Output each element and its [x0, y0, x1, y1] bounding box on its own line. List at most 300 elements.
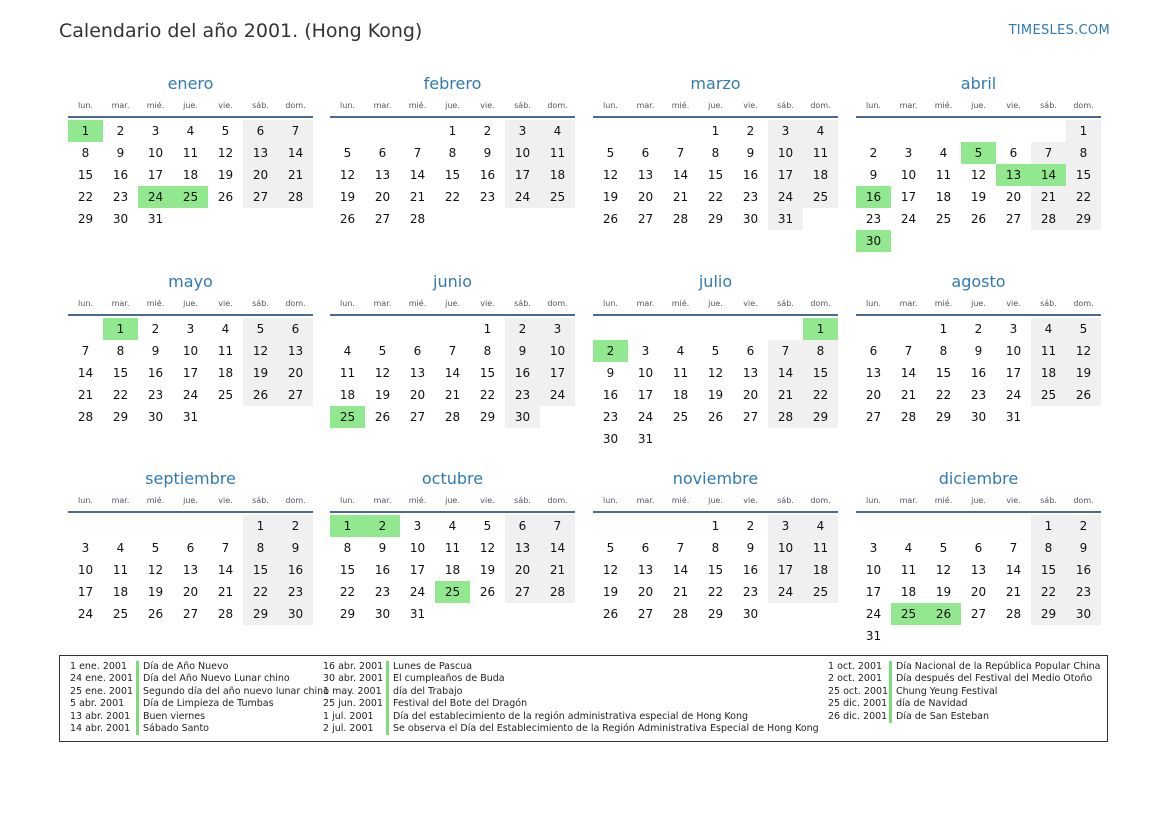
day-cell: 11 — [1031, 340, 1066, 362]
weekday-label: sáb. — [514, 299, 531, 308]
empty-cell — [856, 515, 891, 537]
day-cell: 16 — [742, 563, 759, 577]
day-cell: 22 — [707, 190, 724, 204]
day-cell: 8 — [1066, 142, 1101, 164]
day-cell: 6 — [641, 541, 650, 555]
month-julio — [593, 272, 838, 450]
day-cell: 13 — [243, 142, 278, 164]
empty-cell — [733, 318, 768, 340]
day-cell: 20 — [505, 559, 540, 581]
month-name: septiembre — [145, 469, 236, 488]
weekday-label: vie. — [1006, 299, 1021, 308]
day-cell: 29 — [243, 603, 278, 625]
legend-entry — [828, 698, 1101, 710]
weekday-label: mar. — [373, 496, 392, 505]
day-cell: 2 — [869, 146, 878, 160]
weekday-header — [330, 99, 575, 118]
day-cell: 13 — [182, 563, 199, 577]
weekday-label: jue. — [183, 496, 198, 505]
day-cell: 15 — [1031, 559, 1066, 581]
day-cell: 9 — [378, 541, 387, 555]
day-cell: 14 — [278, 142, 313, 164]
day-cell: 29 — [1066, 208, 1101, 230]
weekday-label: dom. — [810, 299, 831, 308]
day-cell: 2 — [483, 124, 492, 138]
day-cell: 19 — [243, 362, 278, 384]
legend-date: 24 ene. 2001 — [70, 673, 134, 685]
day-cell: 23 — [479, 190, 496, 204]
day-cell: 8 — [116, 344, 125, 358]
legend-date: 2 jul. 2001 — [323, 722, 374, 734]
legend-entry — [70, 686, 329, 698]
day-cell: 9 — [869, 168, 878, 182]
day-cell: 19 — [217, 168, 234, 182]
legend-date: 30 abr. 2001 — [323, 673, 384, 685]
day-cell: 16 — [112, 168, 129, 182]
day-cell: 23 — [742, 585, 759, 599]
day-cell: 4 — [116, 541, 125, 555]
days-grid — [68, 515, 313, 625]
day-cell: 30 — [602, 432, 619, 446]
day-cell: 7 — [540, 515, 575, 537]
legend-date: 25 oct. 2001 — [828, 685, 889, 697]
day-cell: 3 — [641, 344, 650, 358]
day-cell: 30 — [970, 410, 987, 424]
month-name: octubre — [421, 469, 484, 488]
day-cell: 10 — [505, 142, 540, 164]
empty-cell — [1031, 120, 1066, 142]
day-cell: 21 — [409, 190, 426, 204]
day-cell: 2 — [278, 515, 313, 537]
holiday-day-cell: 24 — [138, 186, 173, 208]
day-cell: 26 — [374, 410, 391, 424]
holiday-day-cell: 14 — [1031, 164, 1066, 186]
day-cell: 7 — [413, 146, 422, 160]
day-cell: 22 — [1031, 581, 1066, 603]
page-title: Calendario del año 2001. (Hong Kong) — [59, 20, 423, 42]
day-cell: 17 — [182, 366, 199, 380]
holiday-day-cell: 1 — [68, 120, 103, 142]
legend-holiday-name: Chung Yeung Festival — [889, 686, 997, 698]
day-cell: 7 — [904, 344, 913, 358]
day-cell: 2 — [974, 322, 983, 336]
day-cell: 3 — [540, 318, 575, 340]
day-cell: 27 — [742, 410, 759, 424]
day-cell: 15 — [803, 362, 838, 384]
day-cell: 10 — [865, 563, 882, 577]
day-cell: 17 — [77, 585, 94, 599]
day-cell: 16 — [970, 366, 987, 380]
day-cell: 29 — [112, 410, 129, 424]
legend-holiday-name: Lunes de Pascua — [386, 661, 472, 673]
day-cell: 22 — [479, 388, 496, 402]
day-cell: 19 — [147, 585, 164, 599]
day-cell: 31 — [865, 629, 882, 643]
day-cell: 21 — [444, 388, 461, 402]
day-cell: 10 — [540, 340, 575, 362]
weekday-label: jue. — [708, 299, 723, 308]
day-cell: 7 — [676, 146, 685, 160]
day-cell: 1 — [448, 124, 457, 138]
day-cell: 17 — [147, 168, 164, 182]
day-cell: 8 — [81, 146, 90, 160]
weekday-label: mié. — [408, 299, 427, 308]
legend-date: 26 dic. 2001 — [828, 710, 888, 722]
day-cell: 16 — [742, 168, 759, 182]
day-cell: 27 — [182, 607, 199, 621]
empty-cell — [628, 515, 663, 537]
weekday-label: lun. — [866, 496, 881, 505]
weekday-label: lun. — [603, 101, 618, 110]
weekday-label: vie. — [1006, 101, 1021, 110]
day-cell: 26 — [707, 410, 724, 424]
day-cell: 11 — [112, 563, 129, 577]
day-cell: 29 — [479, 410, 496, 424]
holiday-day-cell: 1 — [330, 515, 365, 537]
day-cell: 8 — [939, 344, 948, 358]
day-cell: 15 — [444, 168, 461, 182]
day-cell: 5 — [221, 124, 230, 138]
day-cell: 30 — [505, 406, 540, 428]
day-cell: 28 — [1005, 607, 1022, 621]
weekday-label: sáb. — [514, 101, 531, 110]
legend-date: 14 abr. 2001 — [70, 722, 131, 734]
day-cell: 22 — [339, 585, 356, 599]
day-cell: 13 — [865, 366, 882, 380]
month-diciembre — [856, 469, 1101, 647]
legend-holiday-name: Día del establecimiento de la región administrativa especial de Hong Kong — [386, 711, 748, 723]
day-cell: 14 — [217, 563, 234, 577]
day-cell: 14 — [540, 537, 575, 559]
legend-holiday-name: Buen viernes — [136, 711, 205, 723]
legend-date: 5 abr. 2001 — [70, 698, 125, 710]
day-cell: 3 — [186, 322, 195, 336]
weekday-label: sáb. — [777, 299, 794, 308]
empty-cell — [663, 120, 698, 142]
legend-holiday-name: Día de Limpieza de Tumbas — [136, 698, 274, 710]
day-cell: 6 — [413, 344, 422, 358]
day-cell: 4 — [448, 519, 457, 533]
day-cell: 28 — [900, 410, 917, 424]
holiday-day-cell: 25 — [435, 581, 470, 603]
day-cell: 14 — [409, 168, 426, 182]
day-cell: 28 — [768, 406, 803, 428]
weekday-label: jue. — [445, 101, 460, 110]
day-cell: 27 — [409, 410, 426, 424]
legend-entry — [70, 661, 329, 673]
day-cell: 1 — [1031, 515, 1066, 537]
day-cell: 15 — [339, 563, 356, 577]
day-cell: 17 — [768, 559, 803, 581]
day-cell: 4 — [343, 344, 352, 358]
day-cell: 8 — [803, 340, 838, 362]
month-name: enero — [167, 74, 214, 93]
month-name: abril — [960, 74, 997, 93]
legend-column — [323, 661, 819, 735]
day-cell: 29 — [935, 410, 952, 424]
legend-entry — [323, 673, 819, 685]
weekday-label: dom. — [1073, 101, 1094, 110]
day-cell: 4 — [803, 515, 838, 537]
day-cell: 7 — [81, 344, 90, 358]
day-cell: 28 — [77, 410, 94, 424]
empty-cell — [891, 515, 926, 537]
empty-cell — [68, 515, 103, 537]
day-cell: 13 — [374, 168, 391, 182]
day-cell: 18 — [672, 388, 689, 402]
weekday-label: mié. — [146, 299, 165, 308]
day-cell: 17 — [865, 585, 882, 599]
day-cell: 4 — [221, 322, 230, 336]
weekday-label: sáb. — [252, 101, 269, 110]
weekday-label: mar. — [636, 299, 655, 308]
weekday-label: lun. — [340, 299, 355, 308]
day-cell: 13 — [970, 563, 987, 577]
day-cell: 6 — [746, 344, 755, 358]
weekday-label: dom. — [810, 101, 831, 110]
day-cell: 9 — [974, 344, 983, 358]
day-cell: 22 — [1066, 186, 1101, 208]
days-grid — [593, 120, 838, 230]
day-cell: 26 — [1066, 384, 1101, 406]
day-cell: 30 — [742, 607, 759, 621]
legend-entry — [323, 686, 819, 698]
days-grid — [593, 515, 838, 625]
day-cell: 5 — [1066, 318, 1101, 340]
day-cell: 22 — [112, 388, 129, 402]
month-name: junio — [433, 272, 472, 291]
day-cell: 18 — [112, 585, 129, 599]
day-cell: 26 — [339, 212, 356, 226]
month-name: diciembre — [938, 469, 1019, 488]
day-cell: 10 — [768, 537, 803, 559]
day-cell: 2 — [746, 124, 755, 138]
day-cell: 3 — [505, 120, 540, 142]
weekday-label: mié. — [146, 101, 165, 110]
holiday-day-cell: 30 — [856, 230, 891, 252]
day-cell: 21 — [217, 585, 234, 599]
day-cell: 26 — [602, 607, 619, 621]
legend-entry — [323, 698, 819, 710]
legend-holiday-name: Día Nacional de la República Popular China — [889, 661, 1101, 673]
day-cell: 25 — [672, 410, 689, 424]
empty-cell — [68, 318, 103, 340]
days-grid — [593, 318, 838, 450]
day-cell: 8 — [1031, 537, 1066, 559]
day-cell: 9 — [278, 537, 313, 559]
day-cell: 12 — [602, 168, 619, 182]
day-cell: 23 — [742, 190, 759, 204]
day-cell: 4 — [676, 344, 685, 358]
day-cell: 20 — [1005, 190, 1022, 204]
day-cell: 19 — [707, 388, 724, 402]
day-cell: 2 — [505, 318, 540, 340]
day-cell: 27 — [637, 212, 654, 226]
legend-holiday-name: Día del Año Nuevo Lunar chino — [136, 673, 290, 685]
weekday-label: dom. — [810, 496, 831, 505]
weekday-label: sáb. — [514, 496, 531, 505]
day-cell: 18 — [803, 559, 838, 581]
day-cell: 2 — [151, 322, 160, 336]
weekday-label: sáb. — [777, 101, 794, 110]
weekday-label: vie. — [218, 101, 233, 110]
holiday-day-cell: 25 — [330, 406, 365, 428]
legend-date: 1 may. 2001 — [323, 685, 382, 697]
day-cell: 21 — [77, 388, 94, 402]
legend-date: 25 jun. 2001 — [323, 698, 384, 710]
weekday-header — [330, 297, 575, 316]
empty-cell — [996, 515, 1031, 537]
day-cell: 18 — [339, 388, 356, 402]
weekday-label: mar. — [111, 496, 130, 505]
weekday-header — [593, 297, 838, 316]
day-cell: 6 — [278, 318, 313, 340]
day-cell: 8 — [243, 537, 278, 559]
day-cell: 28 — [278, 186, 313, 208]
weekday-label: jue. — [445, 496, 460, 505]
month-name: noviembre — [672, 469, 759, 488]
day-cell: 12 — [602, 563, 619, 577]
empty-cell — [365, 120, 400, 142]
day-cell: 20 — [374, 190, 391, 204]
holiday-day-cell: 2 — [593, 340, 628, 362]
day-cell: 2 — [746, 519, 755, 533]
day-cell: 27 — [243, 186, 278, 208]
day-cell: 16 — [147, 366, 164, 380]
day-cell: 15 — [935, 366, 952, 380]
legend-holiday-name: Segundo día del año nuevo lunar chino — [136, 686, 329, 698]
day-cell: 27 — [970, 607, 987, 621]
legend-date: 2 oct. 2001 — [828, 673, 883, 685]
empty-cell — [208, 515, 243, 537]
empty-cell — [593, 515, 628, 537]
day-cell: 11 — [540, 142, 575, 164]
empty-cell — [400, 318, 435, 340]
day-cell: 20 — [182, 585, 199, 599]
day-cell: 12 — [147, 563, 164, 577]
day-cell: 28 — [217, 607, 234, 621]
legend-entry — [70, 698, 329, 710]
day-cell: 1 — [1066, 120, 1101, 142]
empty-cell — [891, 120, 926, 142]
empty-cell — [365, 318, 400, 340]
day-cell: 3 — [768, 120, 803, 142]
day-cell: 20 — [970, 585, 987, 599]
day-cell: 23 — [865, 212, 882, 226]
day-cell: 24 — [540, 384, 575, 406]
day-cell: 12 — [339, 168, 356, 182]
month-name: marzo — [690, 74, 741, 93]
legend-entry — [70, 723, 329, 735]
day-cell: 15 — [479, 366, 496, 380]
day-cell: 17 — [1005, 366, 1022, 380]
day-cell: 12 — [707, 366, 724, 380]
day-cell: 28 — [444, 410, 461, 424]
weekday-label: lun. — [78, 101, 93, 110]
weekday-label: mié. — [934, 299, 953, 308]
holiday-day-cell: 5 — [961, 142, 996, 164]
weekday-header — [593, 99, 838, 118]
weekday-header — [856, 494, 1101, 513]
legend-holiday-name: Día de Año Nuevo — [136, 661, 228, 673]
day-cell: 15 — [1066, 164, 1101, 186]
day-cell: 4 — [540, 120, 575, 142]
day-cell: 24 — [182, 388, 199, 402]
day-cell: 23 — [602, 410, 619, 424]
day-cell: 21 — [1005, 585, 1022, 599]
weekday-label: mié. — [408, 101, 427, 110]
weekday-label: lun. — [340, 496, 355, 505]
day-cell: 22 — [243, 581, 278, 603]
weekday-label: sáb. — [1040, 299, 1057, 308]
day-cell: 28 — [1031, 208, 1066, 230]
empty-cell — [435, 318, 470, 340]
weekday-label: jue. — [971, 299, 986, 308]
empty-cell — [891, 318, 926, 340]
day-cell: 9 — [116, 146, 125, 160]
day-cell: 3 — [1009, 322, 1018, 336]
day-cell: 18 — [900, 585, 917, 599]
weekday-label: dom. — [1073, 299, 1094, 308]
empty-cell — [926, 120, 961, 142]
day-cell: 31 — [1005, 410, 1022, 424]
weekday-label: dom. — [285, 101, 306, 110]
weekday-header — [68, 297, 313, 316]
day-cell: 10 — [147, 146, 164, 160]
day-cell: 20 — [409, 388, 426, 402]
holiday-day-cell: 13 — [996, 164, 1031, 186]
day-cell: 21 — [768, 384, 803, 406]
day-cell: 6 — [505, 515, 540, 537]
day-cell: 11 — [935, 168, 952, 182]
day-cell: 9 — [483, 146, 492, 160]
day-cell: 3 — [869, 541, 878, 555]
holiday-day-cell: 1 — [803, 318, 838, 340]
weekday-label: jue. — [445, 299, 460, 308]
day-cell: 17 — [768, 164, 803, 186]
brand-link[interactable]: TIMESLES.COM — [1008, 23, 1110, 38]
holiday-day-cell: 26 — [926, 603, 961, 625]
day-cell: 10 — [77, 563, 94, 577]
empty-cell — [856, 318, 891, 340]
weekday-label: vie. — [480, 299, 495, 308]
weekday-label: sáb. — [252, 496, 269, 505]
weekday-label: mar. — [899, 496, 918, 505]
legend-date: 25 dic. 2001 — [828, 698, 888, 710]
day-cell: 11 — [803, 142, 838, 164]
day-cell: 23 — [278, 581, 313, 603]
legend-date: 1 ene. 2001 — [70, 661, 127, 672]
legend-column — [828, 661, 1101, 723]
weekday-label: mié. — [934, 496, 953, 505]
day-cell: 15 — [707, 168, 724, 182]
weekday-label: dom. — [547, 496, 568, 505]
day-cell: 19 — [602, 190, 619, 204]
weekday-label: vie. — [218, 496, 233, 505]
weekday-label: mar. — [899, 299, 918, 308]
day-cell: 18 — [217, 366, 234, 380]
day-cell: 9 — [505, 340, 540, 362]
day-cell: 27 — [637, 607, 654, 621]
weekday-label: dom. — [1073, 496, 1094, 505]
weekday-label: lun. — [78, 299, 93, 308]
day-cell: 9 — [746, 146, 755, 160]
day-cell: 25 — [540, 186, 575, 208]
legend-date: 13 abr. 2001 — [70, 710, 131, 722]
day-cell: 19 — [374, 388, 391, 402]
day-cell: 22 — [803, 384, 838, 406]
weekday-label: jue. — [183, 299, 198, 308]
